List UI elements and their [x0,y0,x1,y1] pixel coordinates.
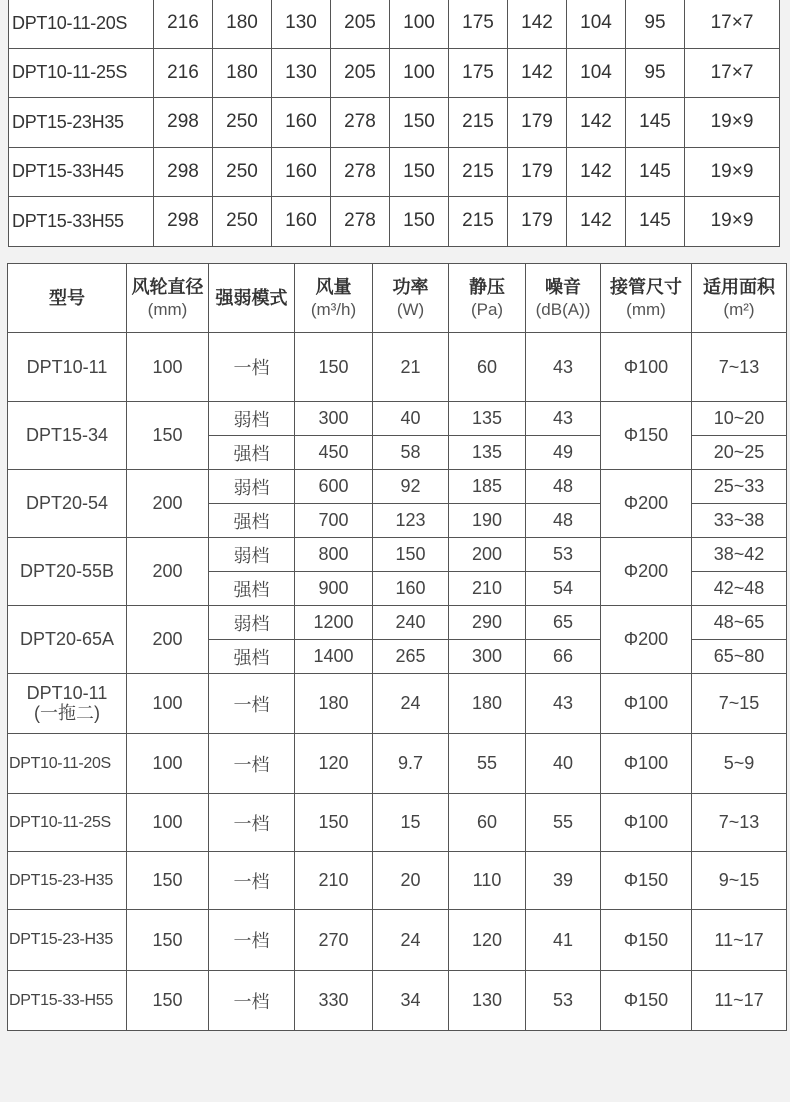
airflow-cell: 300 [295,402,373,436]
spec-row [8,971,787,1031]
dimension-cell: 179 [508,98,567,148]
airflow-cell: 150 [295,794,373,852]
dimension-cell: 142 [508,0,567,48]
dimension-cell: 150 [390,98,449,148]
noise-cell: 48 [526,504,601,538]
column-header [692,264,787,333]
header-title: 功率 [392,277,429,298]
model-cell: DPT10-11-25S [9,48,154,98]
column-header [526,264,601,333]
mode-cell: 强档 [209,572,295,606]
noise-cell: 66 [526,640,601,674]
model-name: DPT10-11-25S [9,813,111,831]
dimension-cell: 17×7 [685,0,780,48]
diameter-cell: 200 [127,470,209,538]
mode-cell: 弱档 [209,470,295,504]
pipe-cell: Φ200 [601,606,692,674]
header-title: 型号 [49,287,85,308]
area-cell: 38~42 [692,538,787,572]
header-title: 噪音 [545,277,581,298]
dimension-cell: 298 [154,147,213,197]
pressure-cell: 200 [449,538,526,572]
pressure-cell: 55 [449,734,526,794]
header-unit: (dB(A)) [535,299,591,319]
mode-cell: 弱档 [209,402,295,436]
spec-row [8,674,787,734]
area-cell: 25~33 [692,470,787,504]
noise-cell: 55 [526,794,601,852]
mode-cell: 强档 [209,640,295,674]
dimension-cell: 215 [449,98,508,148]
noise-cell: 43 [526,333,601,402]
pipe-cell: Φ150 [601,852,692,910]
dimension-cell: 142 [508,48,567,98]
power-cell: 20 [373,852,449,910]
mode-cell: 一档 [209,333,295,402]
pressure-cell: 185 [449,470,526,504]
noise-cell: 43 [526,674,601,734]
dimension-cell: 19×9 [685,98,780,148]
pressure-cell: 180 [449,674,526,734]
dimension-cell: 100 [390,48,449,98]
airflow-cell: 700 [295,504,373,538]
noise-cell: 48 [526,470,601,504]
pipe-cell: Φ100 [601,674,692,734]
model-cell: DPT15-33H45 [9,147,154,197]
area-cell: 20~25 [692,436,787,470]
header-title: 适用面积 [703,277,775,298]
mode-cell: 一档 [209,794,295,852]
dimension-cell: 298 [154,197,213,247]
header-title: 风量 [315,277,352,298]
model-note: (一拖二) [34,702,100,723]
power-cell: 92 [373,470,449,504]
model-cell: DPT10-11-20S [9,0,154,48]
mode-cell: 弱档 [209,606,295,640]
column-header [127,264,209,333]
dimension-cell: 104 [567,0,626,48]
dimension-cell: 179 [508,197,567,247]
diameter-cell: 150 [127,402,209,470]
dimension-cell: 95 [626,0,685,48]
header-unit: (mm) [626,299,666,319]
area-cell: 33~38 [692,504,787,538]
diameter-cell: 100 [127,333,209,402]
area-cell: 7~15 [692,674,787,734]
noise-cell: 65 [526,606,601,640]
column-header [295,264,373,333]
airflow-cell: 450 [295,436,373,470]
spec-header-row [8,264,787,333]
header-title: 风轮直径 [131,277,204,298]
dimension-row [9,48,780,98]
dimension-table [8,0,780,247]
model-cell [8,910,127,971]
mode-cell: 强档 [209,436,295,470]
header-unit: (mm) [147,299,188,319]
mode-cell: 一档 [209,734,295,794]
noise-cell: 54 [526,572,601,606]
dimension-cell: 180 [213,0,272,48]
dimension-cell: 250 [213,197,272,247]
pressure-cell: 210 [449,572,526,606]
dimension-row [9,98,780,148]
model-cell: DPT15-23H35 [9,98,154,148]
dimension-cell: 142 [567,147,626,197]
pipe-cell: Φ150 [601,402,692,470]
spec-row [8,333,787,402]
area-cell: 5~9 [692,734,787,794]
header-title: 强弱模式 [215,287,288,308]
dimension-cell: 17×7 [685,48,780,98]
diameter-cell: 150 [127,910,209,971]
header-unit: (Pa) [470,299,504,319]
dimension-cell: 215 [449,147,508,197]
model-name: DPT15-33-H55 [9,991,114,1009]
power-cell: 34 [373,971,449,1031]
power-cell: 21 [373,333,449,402]
noise-cell: 43 [526,402,601,436]
model-name: DPT15-23-H35 [9,931,114,948]
noise-cell: 40 [526,734,601,794]
area-cell: 7~13 [692,333,787,402]
model-cell [8,674,127,734]
airflow-cell: 330 [295,971,373,1031]
area-cell: 11~17 [692,910,787,971]
header-title: 接管尺寸 [610,277,682,298]
airflow-cell: 900 [295,572,373,606]
spec-row [8,794,787,852]
dimension-cell: 216 [154,48,213,98]
diameter-cell: 100 [127,734,209,794]
noise-cell: 53 [526,971,601,1031]
pressure-cell: 135 [449,402,526,436]
dimension-cell: 150 [390,197,449,247]
spec-row [8,734,787,794]
header-unit: (W) [396,299,425,319]
airflow-cell: 150 [295,333,373,402]
diameter-cell: 150 [127,971,209,1031]
diameter-cell: 200 [127,606,209,674]
dimension-row [9,0,780,48]
dimension-cell: 298 [154,98,213,148]
dimension-cell: 104 [567,48,626,98]
column-header [209,264,295,333]
noise-cell: 41 [526,910,601,971]
model-name: DPT10-11 [26,682,108,703]
pressure-cell: 135 [449,436,526,470]
model-cell: DPT10-11 [8,333,127,402]
dimension-row [9,197,780,247]
model-cell [8,852,127,910]
dimension-cell: 175 [449,0,508,48]
noise-cell: 53 [526,538,601,572]
power-cell: 58 [373,436,449,470]
airflow-cell: 210 [295,852,373,910]
header-title: 静压 [469,277,505,298]
airflow-cell: 600 [295,470,373,504]
mode-cell: 一档 [209,852,295,910]
airflow-cell: 1400 [295,640,373,674]
dimension-cell: 160 [272,197,331,247]
spec-row [8,606,787,640]
dimension-cell: 142 [567,98,626,148]
dimension-cell: 142 [567,197,626,247]
spec-row [8,538,787,572]
dimension-cell: 205 [331,48,390,98]
power-cell: 15 [373,794,449,852]
spec-row [8,402,787,436]
dimension-cell: 100 [390,0,449,48]
area-cell: 42~48 [692,572,787,606]
pressure-cell: 190 [449,504,526,538]
mode-cell: 一档 [209,910,295,971]
model-name: DPT10-11-20S [9,754,111,772]
model-name: DPT15-23-H35 [9,871,114,889]
pressure-cell: 130 [449,971,526,1031]
mode-cell: 弱档 [209,538,295,572]
dimension-cell: 19×9 [685,147,780,197]
dimension-cell: 130 [272,0,331,48]
area-cell: 65~80 [692,640,787,674]
column-header [601,264,692,333]
airflow-cell: 120 [295,734,373,794]
dimension-cell: 145 [626,147,685,197]
power-cell: 40 [373,402,449,436]
column-header [373,264,449,333]
pipe-cell: Φ100 [601,794,692,852]
spec-table [7,263,787,1031]
dimension-cell: 278 [331,98,390,148]
area-cell: 9~15 [692,852,787,910]
dimension-cell: 278 [331,197,390,247]
pressure-cell: 60 [449,333,526,402]
pressure-cell: 300 [449,640,526,674]
noise-cell: 39 [526,852,601,910]
spec-row [8,910,787,971]
mode-cell: 强档 [209,504,295,538]
column-header [8,264,127,333]
diameter-cell: 100 [127,794,209,852]
model-cell [8,734,127,794]
column-header [449,264,526,333]
mode-cell: 一档 [209,971,295,1031]
power-cell: 9.7 [373,734,449,794]
dimension-cell: 205 [331,0,390,48]
power-cell: 265 [373,640,449,674]
pipe-cell: Φ100 [601,734,692,794]
diameter-cell: 150 [127,852,209,910]
dimension-cell: 175 [449,48,508,98]
spec-row [8,470,787,504]
dimension-cell: 160 [272,98,331,148]
pipe-cell: Φ200 [601,470,692,538]
airflow-cell: 1200 [295,606,373,640]
pipe-cell: Φ150 [601,971,692,1031]
pressure-cell: 60 [449,794,526,852]
dimension-row [9,147,780,197]
model-cell: DPT15-33H55 [9,197,154,247]
model-cell: DPT15-34 [8,402,127,470]
dimension-cell: 145 [626,197,685,247]
dimension-cell: 179 [508,147,567,197]
pressure-cell: 290 [449,606,526,640]
dimension-cell: 160 [272,147,331,197]
pipe-cell: Φ100 [601,333,692,402]
area-cell: 48~65 [692,606,787,640]
pressure-cell: 120 [449,910,526,971]
header-unit: (m²) [723,299,755,319]
power-cell: 240 [373,606,449,640]
dimension-cell: 215 [449,197,508,247]
spec-row [8,852,787,910]
dimension-cell: 145 [626,98,685,148]
noise-cell: 49 [526,436,601,470]
pressure-cell: 110 [449,852,526,910]
dimension-cell: 180 [213,48,272,98]
model-cell: DPT20-55B [8,538,127,606]
airflow-cell: 800 [295,538,373,572]
area-cell: 7~13 [692,794,787,852]
model-cell [8,971,127,1031]
dimension-cell: 216 [154,0,213,48]
diameter-cell: 100 [127,674,209,734]
pipe-cell: Φ150 [601,910,692,971]
area-cell: 11~17 [692,971,787,1031]
power-cell: 24 [373,910,449,971]
header-unit: (m³/h) [310,299,357,319]
airflow-cell: 270 [295,910,373,971]
model-cell: DPT20-65A [8,606,127,674]
mode-cell: 一档 [209,674,295,734]
power-cell: 123 [373,504,449,538]
diameter-cell: 200 [127,538,209,606]
model-cell: DPT20-54 [8,470,127,538]
power-cell: 150 [373,538,449,572]
dimension-cell: 250 [213,147,272,197]
airflow-cell: 180 [295,674,373,734]
pipe-cell: Φ200 [601,538,692,606]
dimension-cell: 250 [213,98,272,148]
dimension-cell: 95 [626,48,685,98]
dimension-cell: 130 [272,48,331,98]
area-cell: 10~20 [692,402,787,436]
power-cell: 24 [373,674,449,734]
dimension-cell: 278 [331,147,390,197]
power-cell: 160 [373,572,449,606]
model-cell [8,794,127,852]
dimension-cell: 19×9 [685,197,780,247]
dimension-cell: 150 [390,147,449,197]
